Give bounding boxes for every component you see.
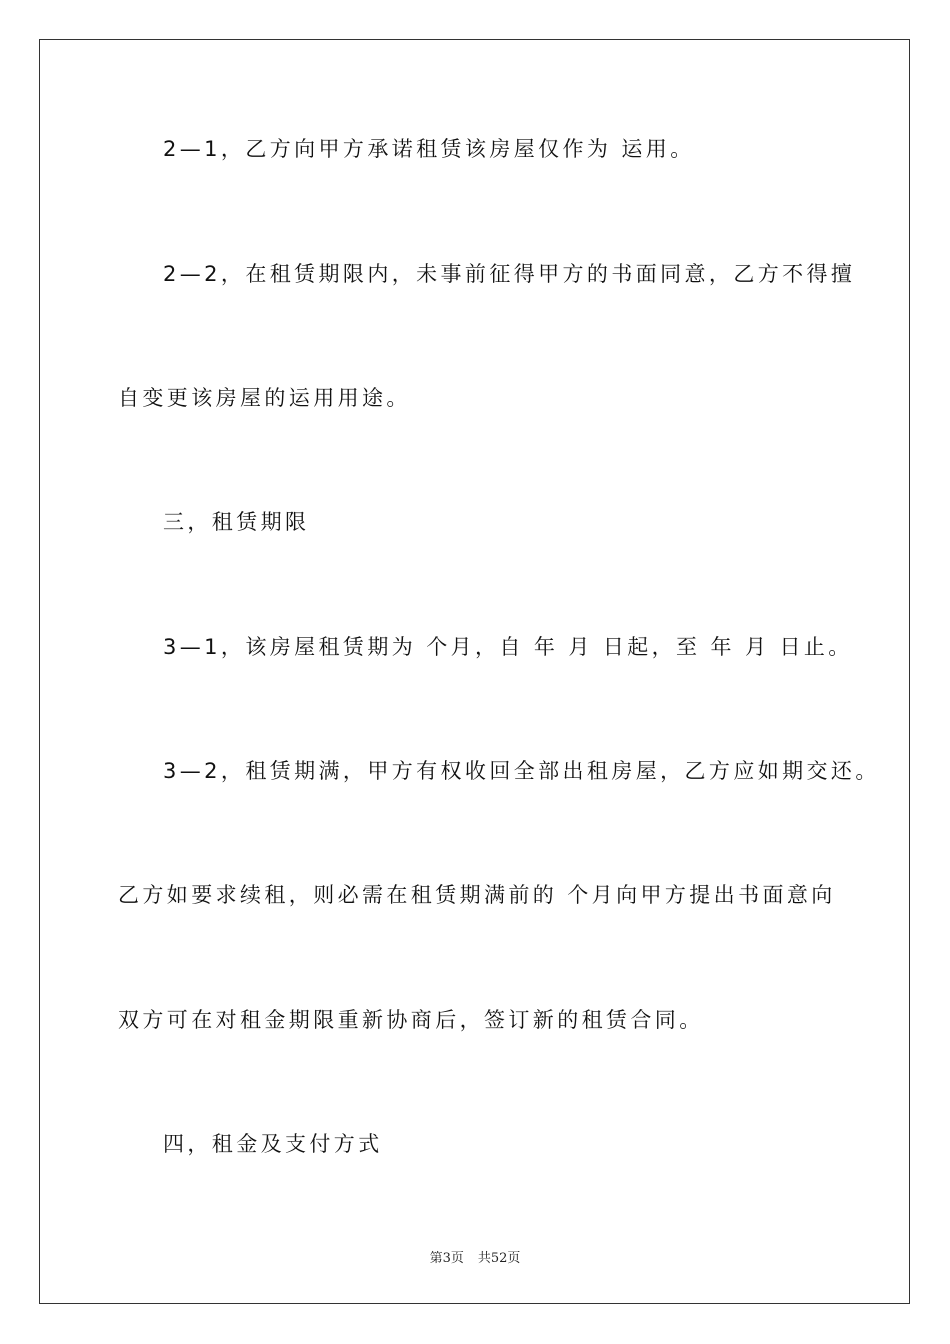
- section-heading-lease-term: 三，租赁期限: [163, 510, 310, 534]
- clause-3-2: 3—2，租赁期满，甲方有权收回全部出租房屋，乙方应如期交还。: [163, 759, 880, 783]
- clause-2-1: 2—1，乙方向甲方承诺租赁该房屋仅作为 运用。: [163, 137, 695, 161]
- total-pages: 共52页: [477, 1251, 521, 1266]
- page-footer: [0, 1247, 950, 1266]
- clause-3-2-continued-2: 双方可在对租金期限重新协商后，签订新的租赁合同。: [118, 1008, 704, 1032]
- page-number: 第3页: [429, 1251, 464, 1266]
- section-heading-rent-payment: 四，租金及支付方式: [163, 1132, 383, 1156]
- clause-2-2-continued: 自变更该房屋的运用用途。: [118, 386, 411, 410]
- page-border: [39, 39, 910, 1304]
- clause-2-2: 2—2，在租赁期限内，未事前征得甲方的书面同意，乙方不得擅: [163, 262, 856, 286]
- clause-3-1: 3—1，该房屋租赁期为 个月，自 年 月 日起，至 年 月 日止。: [163, 635, 853, 659]
- clause-3-2-continued: 乙方如要求续租，则必需在租赁期满前的 个月向甲方提出书面意向: [118, 883, 836, 907]
